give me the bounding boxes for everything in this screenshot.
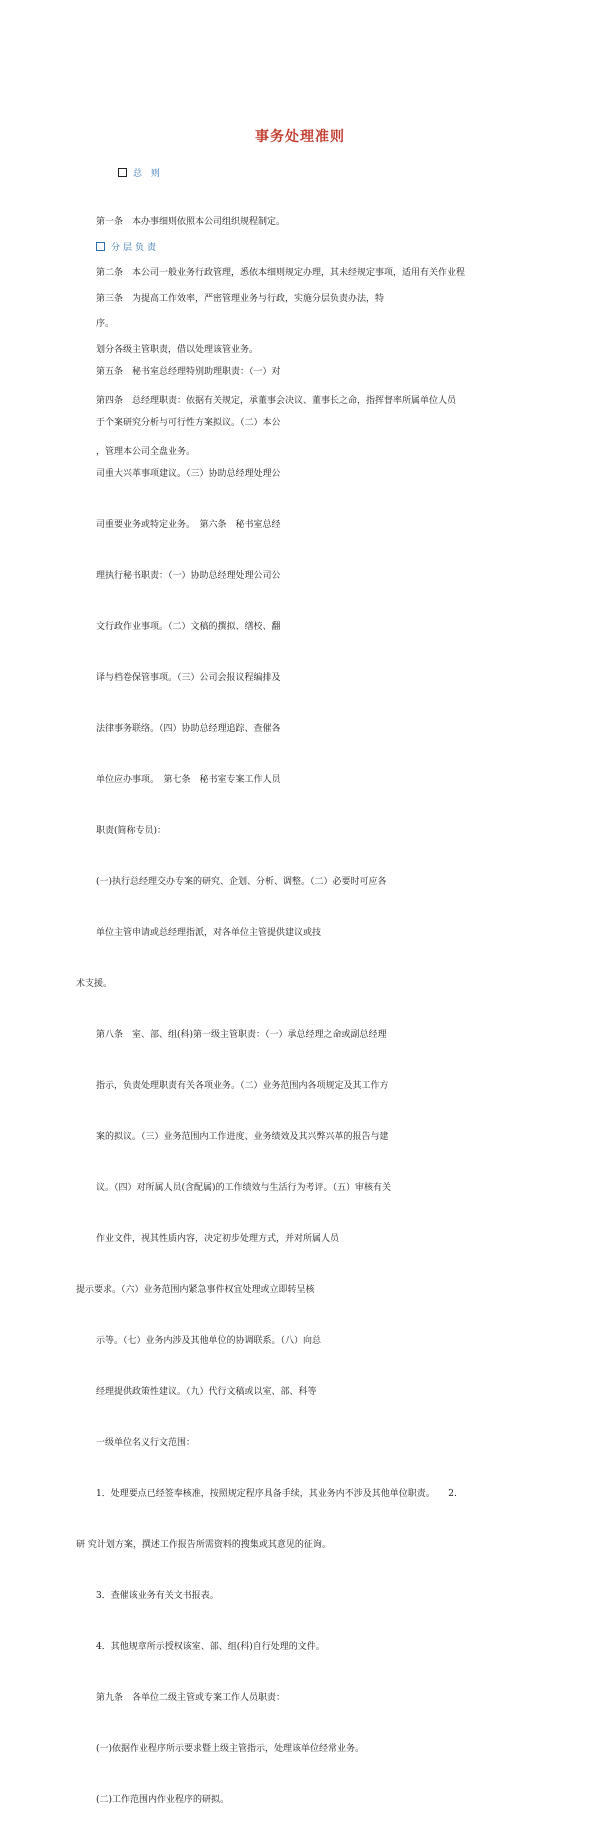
text-line: 职责(简称专员)： bbox=[96, 826, 167, 836]
text-line: (一)执行总经理交办专案的研究、企划、分析、调整。（二）必要时可应各 bbox=[96, 877, 387, 887]
text-line: ，管理本公司全盘业务。 bbox=[96, 447, 196, 457]
text-line: 研 究计划方案，撰述工作报告所需资料的搜集或其意见的征询。 bbox=[76, 1540, 331, 1550]
text-line: 示等。（七）业务内涉及其他单位的协调联系。（八）向总 bbox=[96, 1336, 322, 1346]
text-block-duties bbox=[76, 330, 457, 1843]
text-line: 指示，负责处理职责有关各项业务。（二）业务范围内各项规定及其工作方 bbox=[96, 1081, 389, 1091]
text-line: 于个案研究分析与可行性方案拟议。（二）本公 bbox=[96, 418, 281, 428]
text-line: 司重要业务或特定业务。 第六条 秘书室总经 bbox=[96, 520, 281, 530]
text-line: 第八条 室、部、组(科)第一级主管职责：（一）承总经理之命或副总经理 bbox=[96, 1030, 387, 1040]
text-line: 作业文件，视其性质内容，决定初步处理方式，并对所属人员 bbox=[96, 1234, 340, 1244]
text-line: 3．查催该业务有关文书报表。 bbox=[96, 1591, 219, 1601]
text-line: 议。（四）对所属人员(含配属)的工作绩效与生活行为考评。（五）审核有关 bbox=[96, 1183, 392, 1193]
text-line: 一级单位名义行文范围： bbox=[96, 1438, 196, 1448]
text-line: 划分各级主管职责，借以处理该管业务。 bbox=[96, 345, 259, 355]
section-heading-label: 总 则 bbox=[133, 169, 163, 179]
document-title: 事务处理准则 bbox=[255, 129, 345, 145]
text-line: 经理提供政策性建议。（九）代行文稿或以室、部、科等 bbox=[96, 1387, 317, 1397]
section-heading-responsibility bbox=[96, 240, 159, 253]
checkbox-square-icon bbox=[96, 242, 105, 251]
text-line: 译与档卷保管事项。（三）公司会报议程编排及 bbox=[96, 673, 281, 683]
text-line: (一)依据作业程序所示要求暨上级主管指示，处理该单位经常业务。 bbox=[96, 1744, 365, 1754]
text-line: 术支援。 bbox=[76, 979, 113, 989]
text-line: 第四条 总经理职责：依据有关规定，承董事会决议、董事长之命，指挥督率所属单位人员 bbox=[96, 396, 457, 406]
section-heading-general bbox=[118, 166, 163, 179]
text-line: 4．其他规章所示授权该室、部、组(科)自行处理的文件。 bbox=[96, 1642, 325, 1652]
text-line: 理执行秘书职责：（一）协助总经理处理公司公 bbox=[96, 571, 281, 581]
text-line: 文行政作业事项。（二）文稿的撰拟、缮校、翻 bbox=[96, 622, 281, 632]
checkbox-square-icon bbox=[118, 168, 127, 177]
text-line: 司重大兴革事项建议。（三）协助总经理处理公 bbox=[96, 469, 281, 479]
text-line: 序。 bbox=[96, 319, 115, 329]
text-line: 提示要求。（六）业务范围内紧急事件权宜处理或立即转呈核 bbox=[76, 1285, 315, 1295]
text-line: 第二条 本公司一般业务行政管理，悉依本细则规定办理，其未经规定事项，适用有关作业程 bbox=[96, 268, 466, 278]
text-line: 单位应办事项。 第七条 秘书室专案工作人员 bbox=[96, 775, 281, 785]
text-line: 单位主管申请或总经理指派，对各单位主管提供建议或技 bbox=[96, 928, 322, 938]
text-line: (二)工作范围内作业程序的研拟。 bbox=[96, 1795, 230, 1805]
text-line: 案的拟议。（三）业务范围内工作进度、业务绩效及其兴弊兴革的报告与建 bbox=[96, 1132, 389, 1142]
text-line: 法律事务联络。（四）协助总经理追踪、查催各 bbox=[96, 724, 281, 734]
text-line: 1．处理要点已经签奉核准，按照规定程序具备手续，其业务内不涉及其他单位职责。 2. bbox=[96, 1489, 457, 1499]
text-line: 第一条 本办事细则依照本公司组织规程制定。 bbox=[96, 217, 286, 227]
text-line: 第三条 为提高工作效率，严密管理业务与行政，实施分层负责办法，特 bbox=[96, 294, 385, 304]
text-line: 第五条 秘书室总经理特别助理职责：（一）对 bbox=[96, 367, 281, 377]
text-line: 第九条 各单位二级主管或专案工作人员职责： bbox=[96, 1693, 286, 1703]
section-heading-label: 分层负责 bbox=[111, 243, 160, 253]
